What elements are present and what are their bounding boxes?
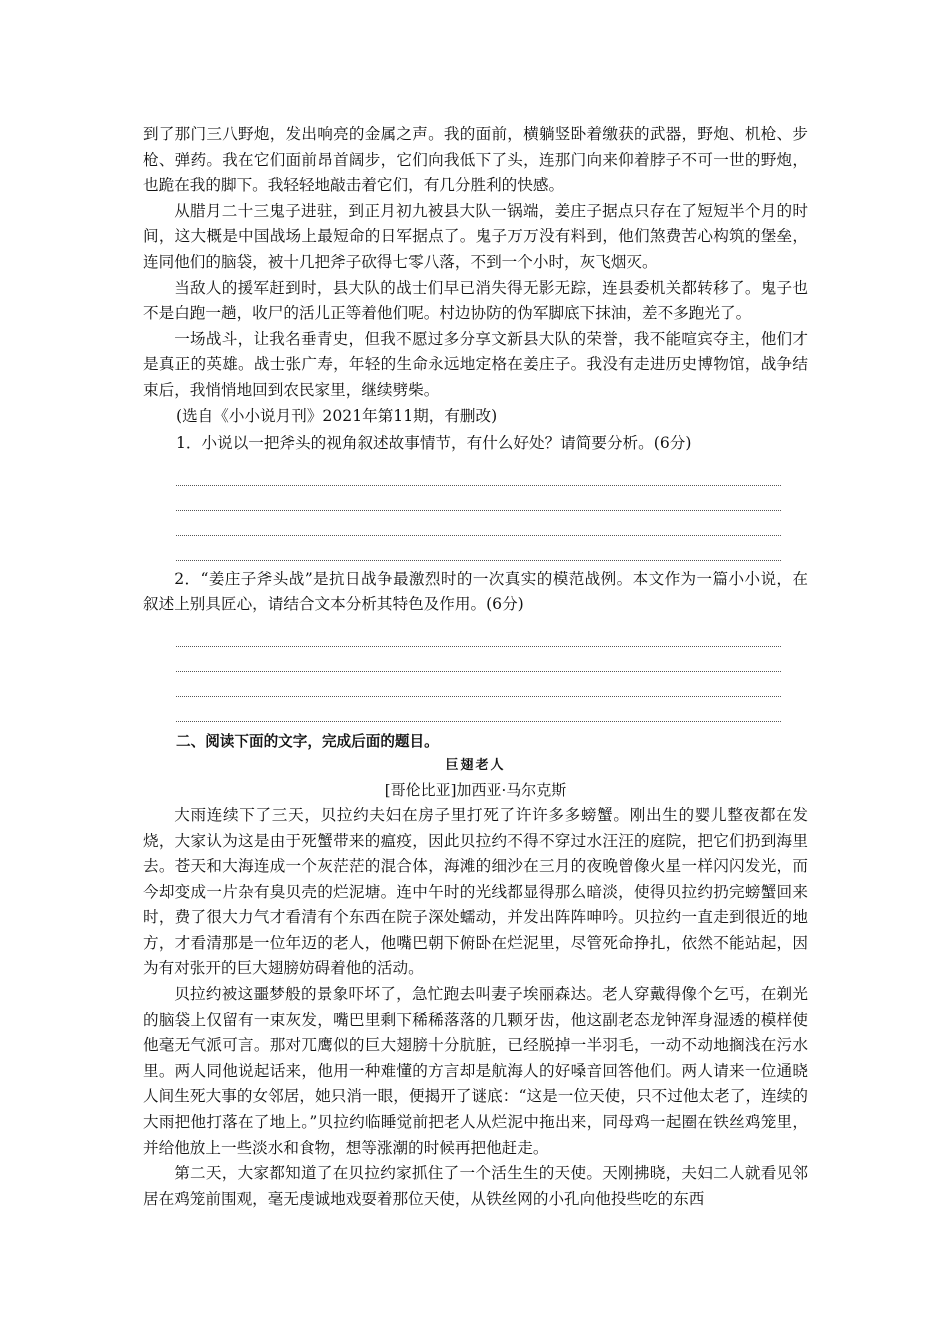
story-paragraph-2: 贝拉约被这噩梦般的景象吓坏了，急忙跑去叫妻子埃丽森达。老人穿戴得像个乞丐，在剃光的脑袋上仅留有一束灰发，嘴巴里剩下稀稀落落的几颗牙齿，他这副老态龙钟浑身湿透的模样使他毫无气派可言。那对兀鹰似的巨大翅膀十分肮脏，已经脱掉一半羽毛，一动不动地搁浅在污水里。两人同他说起话来，他用一种难懂的方言却是航海人的好嗓音回答他们。两人请来一位通晓人间生死大事的女邻居，她只消一眼，便揭开了谜底：“这是一位天使，只不过他太老了，连续的大雨把他打落在了地上。”贝拉约临睡觉前把老人从烂泥中拖出来，同母鸡一起圈在铁丝鸡笼里，并给他放上一些淡水和食物，想等涨潮的时候再把他赶走。: [143, 985, 808, 1157]
answer-line: [176, 697, 781, 722]
story-paragraph-1: 大雨连续下了三天，贝拉约夫妇在房子里打死了许许多多螃蟹。刚出生的婴儿整夜都在发烧，大家认为这是由于死蟹带来的瘟疫，因此贝拉约不得不穿过水汪汪的庭院，把它们扔到海里去。苍天和大海连成一个灰茫茫的混合体，海滩的细沙在三月的夜晚曾像火星一样闪闪发光，而今却变成一片杂有臭贝壳的烂泥塘。连中午时的光线都显得那么暗淡，使得贝拉约扔完螃蟹回来时，费了很大力气才看清有个东西在院子深处蠕动，并发出阵阵呻吟。贝拉约一直走到很近的地方，才看清那是一位年迈的老人，他嘴巴朝下俯卧在烂泥里，尽管死命挣扎，依然不能站起，因为有对张开的巨大翅膀妨碍着他的活动。: [143, 805, 808, 978]
question-2-answer-area[interactable]: [176, 618, 781, 728]
document-page: [143, 122, 808, 1212]
answer-line: [176, 536, 781, 561]
answer-line: [176, 511, 781, 536]
story-paragraph-3: 第二天，大家都知道了在贝拉约家抓住了一个活生生的天使。天刚拂晓，夫妇二人就看见邻居在鸡笼前围观，毫无虔诚地戏耍着那位天使，从铁丝网的小孔向他投些吃的东西: [143, 1164, 808, 1208]
story-author: [哥伦比亚]加西亚·马尔克斯: [384, 780, 567, 799]
passage1-paragraph-2: 从腊月二十三鬼子进驻，到正月初九被县大队一锅端，姜庄子据点只存在了短短半个月的时间，这大概是中国战场上最短命的日军据点了。鬼子万万没有料到，他们煞费苦心构筑的堡垒，连同他们的脑袋，被十几把斧子砍得七零八落，不到一个小时，灰飞烟灭。: [143, 201, 808, 271]
passage1-paragraph-3: 当敌人的援军赶到时，县大队的战士们早已消失得无影无踪，连县委机关都转移了。鬼子也不是白跑一趟，收尸的活儿正等着他们呢。村边协防的伪军脚底下抹油，差不多跑光了。: [143, 278, 808, 323]
question-1: 1．小说以一把斧头的视角叙述故事情节，有什么好处？请简要分析。(6分): [176, 434, 692, 453]
answer-line: [176, 647, 781, 672]
passage1-source: (选自《小小说月刊》2021年第11期，有删改): [176, 406, 498, 425]
answer-line: [176, 461, 781, 486]
answer-line: [176, 486, 781, 511]
story-title: 巨翅老人: [445, 757, 506, 773]
section-2-heading: 二、阅读下面的文字，完成后面的题目。: [176, 732, 439, 750]
passage1-paragraph-4: 一场战斗，让我名垂青史，但我不愿过多分享文新县大队的荣誉，我不能喧宾夺主，他们才是真正的英雄。战士张广寿，年轻的生命永远地定格在姜庄子。我没有走进历史博物馆，战争结束后，我悄悄地回到农民家里，继续劈柴。: [143, 329, 808, 399]
answer-line: [176, 622, 781, 647]
passage1-paragraph-1: 到了那门三八野炮，发出响亮的金属之声。我的面前，横躺竖卧着缴获的武器，野炮、机枪、步枪、弹药。我在它们面前昂首阔步，它们向我低下了头，连那门向来仰着脖子不可一世的野炮，也跪在我的脚下。我轻轻地敲击着它们，有几分胜利的快感。: [143, 125, 808, 195]
question-1-answer-area[interactable]: [176, 457, 781, 567]
question-2: 2．“姜庄子斧头战”是抗日战争最激烈时的一次真实的模范战例。本文作为一篇小小说，在叙述上别具匠心，请结合文本分析其特色及作用。(6分): [143, 569, 808, 614]
answer-line: [176, 672, 781, 697]
